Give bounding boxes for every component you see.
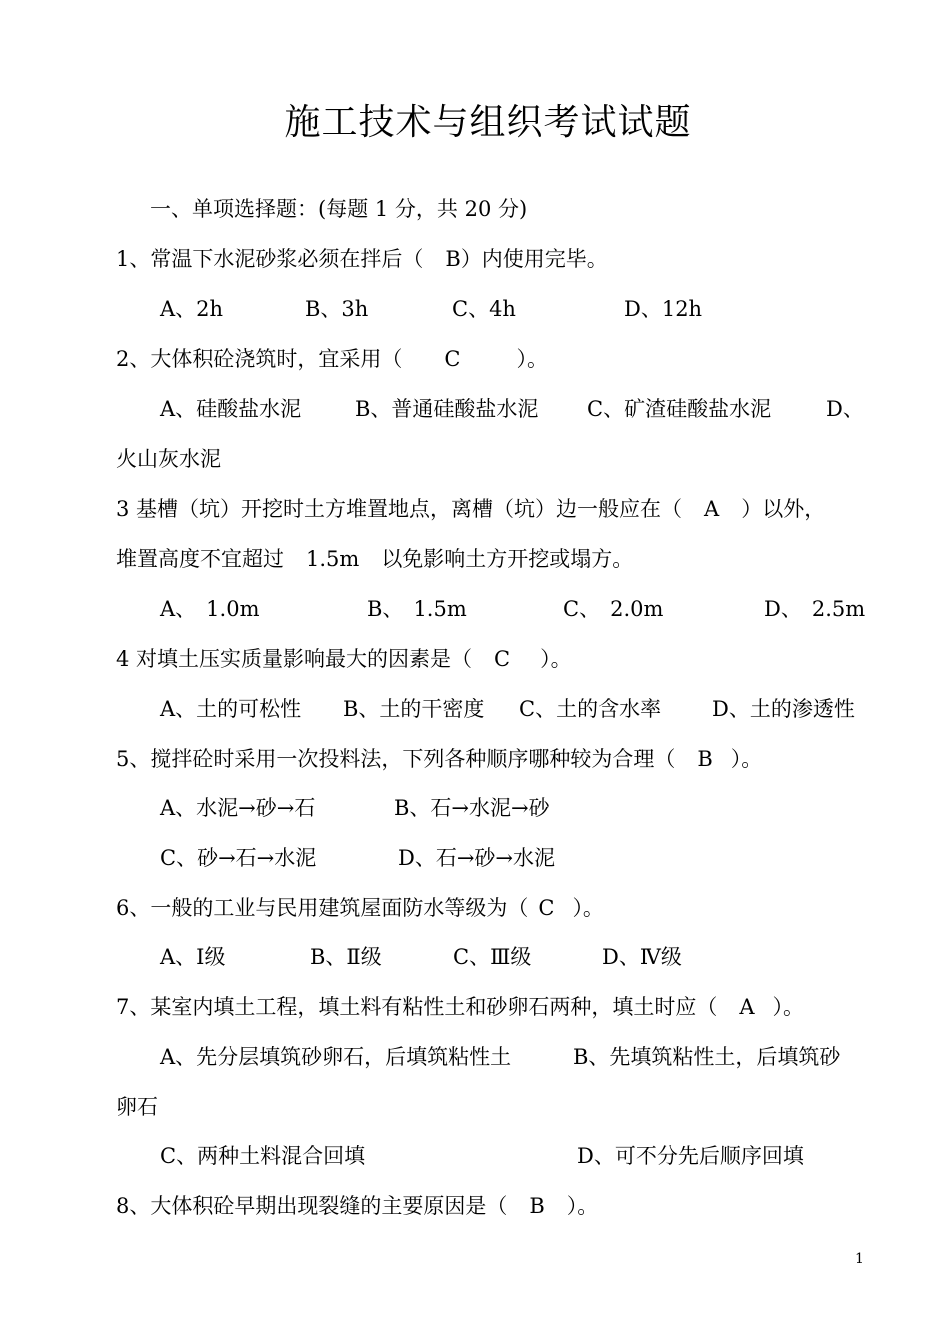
question-stem-end: ）。 (566, 1194, 599, 1218)
question-1 (116, 246, 608, 272)
option-a: A、2h (160, 297, 224, 321)
question-2 (116, 346, 548, 372)
question-3-line-2 (116, 546, 633, 572)
question-5 (116, 746, 762, 772)
question-stem-end: ）。 (572, 896, 604, 920)
answer: A (704, 497, 720, 521)
option-a: A、Ⅰ级 (160, 945, 226, 969)
question-stem: 8、大体积砼早期出现裂缝的主要原因是（ (116, 1194, 508, 1218)
option-c: C、两种土料混合回填 (160, 1144, 366, 1168)
option-letter: C、 (563, 597, 601, 621)
question-stem: 2、大体积砼浇筑时，宜采用（ (116, 347, 403, 371)
option-d: D、 (826, 397, 864, 421)
question-8 (116, 1193, 598, 1219)
option-d (764, 596, 865, 622)
option-d: D、Ⅳ级 (602, 945, 682, 969)
option-letter: D、 (764, 597, 802, 621)
question-stem-end: ）。 (772, 995, 805, 1019)
answer: B (445, 247, 461, 271)
option-b: B、石→水泥→砂 (394, 796, 550, 820)
question-stem-end: ）内使用完毕。 (460, 247, 608, 271)
option-a: A、土的可松性 (160, 697, 302, 721)
option-d: D、12h (624, 297, 703, 321)
option-a: A、水泥→砂→石 (160, 796, 316, 820)
answer: A (739, 995, 755, 1019)
option-value: 2.0m (610, 597, 664, 621)
option-d: D、可不分先后顺序回填 (577, 1144, 804, 1168)
question-stem: 1、常温下水泥砂浆必须在拌后（ (116, 247, 424, 271)
option-c: C、4h (452, 297, 516, 321)
question-stem: 3 基槽（坑）开挖时土方堆置地点，离槽（坑）边一般应在（ (116, 497, 683, 521)
option-value: 1.0m (206, 597, 260, 621)
answer: C (494, 647, 511, 671)
option-c: C、Ⅲ级 (453, 945, 532, 969)
question-4 (116, 646, 572, 672)
answer: C (538, 896, 555, 920)
option-c: C、土的含水率 (519, 697, 662, 721)
option-b: B、土的干密度 (343, 697, 485, 721)
option-b: B、普通硅酸盐水泥 (355, 397, 539, 421)
question-stem: 4 对填土压实质量影响最大的因素是（ (116, 647, 473, 671)
option-b: B、Ⅱ级 (310, 945, 382, 969)
answer: B (697, 747, 713, 771)
option-letter: B、 (367, 597, 404, 621)
stem-text: 堆置高度不宜超过 (116, 547, 284, 571)
option-value: 1.5m (413, 597, 467, 621)
option-d: D、土的渗透性 (712, 697, 855, 721)
question-3 (116, 496, 825, 522)
question-6 (116, 895, 604, 921)
question-7 (116, 994, 804, 1020)
option-b: B、3h (305, 297, 369, 321)
option-b: B、先填筑粘性土，后填筑砂 (573, 1045, 841, 1069)
question-stem: 5、搅拌砼时采用一次投料法，下列各种顺序哪种较为合理（ (116, 747, 676, 771)
question-stem-end: ）。 (516, 347, 548, 371)
answer: B (529, 1194, 545, 1218)
option-b-continued: 卵石 (116, 1095, 158, 1119)
option-c (563, 596, 663, 622)
option-c: C、矿渣硅酸盐水泥 (587, 397, 772, 421)
option-d-continued: 火山灰水泥 (116, 447, 221, 471)
option-c: C、砂→石→水泥 (160, 846, 317, 870)
option-value: 2.5m (811, 597, 866, 621)
question-stem-end: ）以外， (741, 497, 826, 521)
question-stem-end: ）。 (540, 647, 572, 671)
option-a: A、硅酸盐水泥 (160, 397, 302, 421)
question-stem: 6、一般的工业与民用建筑屋面防水等级为（ (116, 896, 529, 920)
question-stem: 7、某室内填土工程，填土料有粘性土和砂卵石两种，填土时应（ (116, 995, 718, 1019)
stem-value: 1.5m (306, 547, 360, 571)
option-letter: A、 (160, 597, 197, 621)
stem-text: 以免影响土方开挖或塌方。 (381, 547, 634, 571)
page-number: 1 (855, 1251, 864, 1267)
option-a (160, 596, 259, 622)
option-d: D、石→砂→水泥 (398, 846, 556, 870)
answer: C (444, 347, 461, 371)
page-title: 施工技术与组织考试试题 (284, 102, 692, 143)
option-b (367, 596, 467, 622)
option-a: A、先分层填筑砂卵石，后填筑粘性土 (160, 1045, 512, 1069)
section-heading: 一、单项选择题：(每题 1 分，共 20 分) (150, 197, 528, 221)
question-stem-end: ）。 (730, 747, 763, 771)
